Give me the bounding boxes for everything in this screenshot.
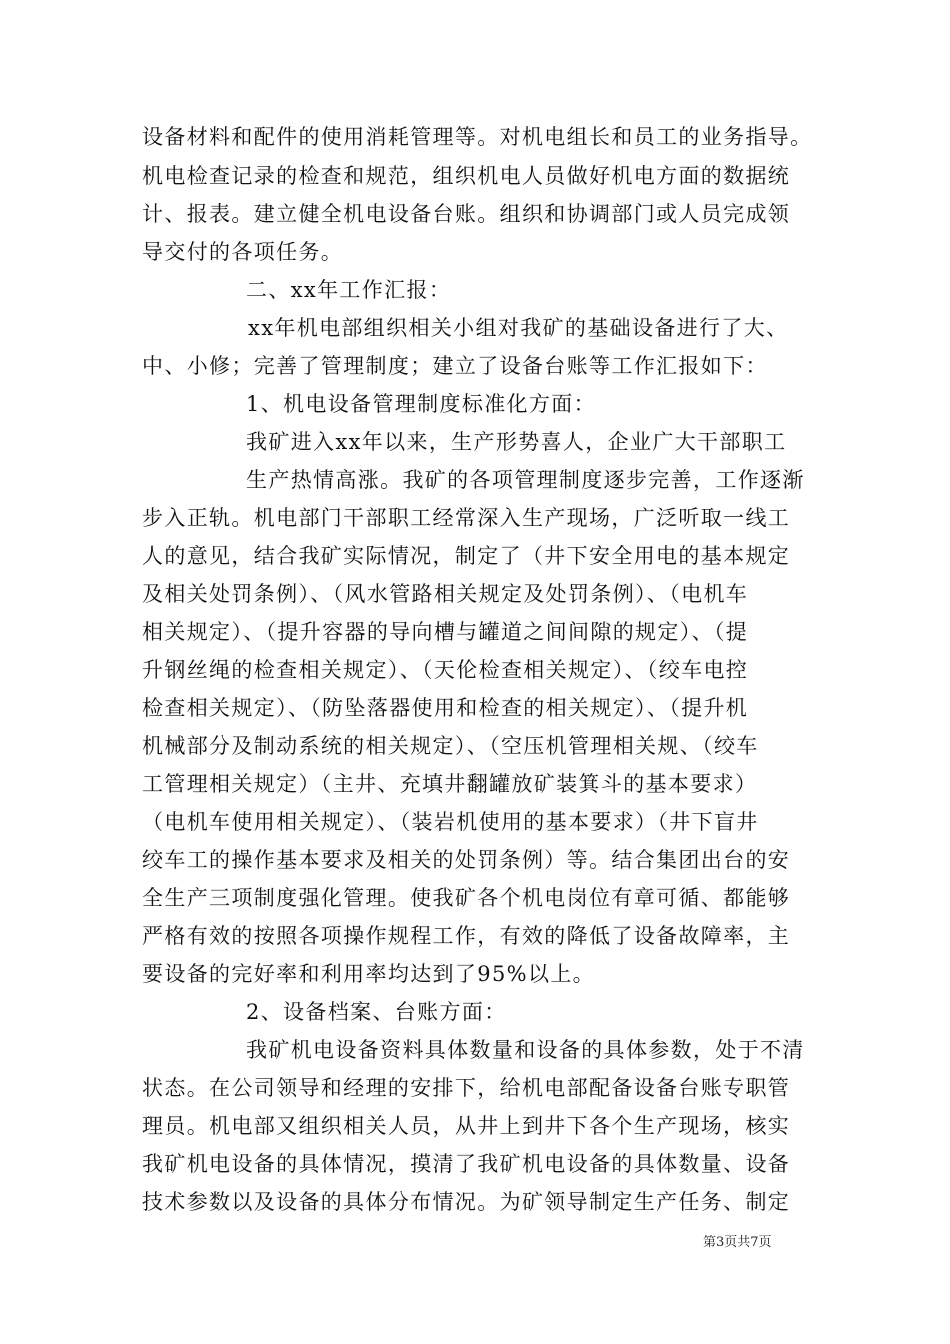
text-line: 状态。在公司领导和经理的安排下，给机电部配备设备台账专职管 — [142, 1076, 791, 1100]
text-line: 中、小修；完善了管理制度；建立了设备台账等工作汇报如下： — [142, 354, 768, 378]
text-line: 严格有效的按照各项操作规程工作，有效的降低了设备故障率，主 — [142, 924, 791, 948]
text-line: xx年机电部组织相关小组对我矿的基础设备进行了大、 — [248, 316, 789, 340]
text-line: 步入正轨。机电部门干部职工经常深入生产现场，广泛听取一线工 — [142, 506, 791, 530]
text-line: 及相关处罚条例）、（风水管路相关规定及处罚条例）、（电机车 — [142, 582, 749, 606]
text-line: 工管理相关规定）（主井、充填井翻罐放矿装箕斗的基本要求） — [142, 772, 758, 796]
text-line: 设备材料和配件的使用消耗管理等。对机电组长和员工的业务指导。 — [142, 125, 813, 149]
text-line: 机械部分及制动系统的相关规定）、（空压机管理相关规、（绞车 — [142, 734, 759, 758]
text-line: 相关规定）、（提升容器的导向槽与罐道之间间隙的规定）、（提 — [142, 620, 749, 644]
text-line: 我矿机电设备的具体情况，摸清了我矿机电设备的具体数量、设备 — [142, 1152, 791, 1176]
text-line: 生产热情高涨。我矿的各项管理制度逐步完善，工作逐渐 — [246, 468, 805, 492]
text-line: 绞车工的操作基本要求及相关的处罚条例）等。结合集团出台的安 — [142, 848, 791, 872]
text-line: 要设备的完好率和利用率均达到了95%以上。 — [142, 962, 596, 986]
text-line: 计、报表。建立健全机电设备台账。组织和协调部门或人员完成领 — [142, 202, 791, 226]
text-line: 升钢丝绳的检查相关规定）、（天伦检查相关规定）、（绞车电控 — [142, 658, 749, 682]
subsection-heading: 1、机电设备管理制度标准化方面： — [246, 392, 596, 416]
text-line: 我矿机电设备资料具体数量和设备的具体参数，处于不清 — [246, 1038, 805, 1062]
text-line: 我矿进入xx年以来，生产形势喜人，企业广大干部职工 — [246, 430, 787, 454]
text-line: 人的意见，结合我矿实际情况，制定了（井下安全用电的基本规定 — [142, 544, 791, 568]
text-line: 技术参数以及设备的具体分布情况。为矿领导制定生产任务、制定 — [142, 1190, 791, 1214]
text-line: 全生产三项制度强化管理。使我矿各个机电岗位有章可循、都能够 — [142, 886, 791, 910]
section-heading: 二、xx年工作汇报： — [246, 278, 452, 302]
text-line: 理员。机电部又组织相关人员，从井上到井下各个生产现场，核实 — [142, 1114, 791, 1138]
page-number-footer: 第3页共7页 — [703, 1235, 772, 1250]
text-line: 检查相关规定）、（防坠落器使用和检查的相关规定）、（提升机 — [142, 696, 749, 720]
text-line: 机电检查记录的检查和规范，组织机电人员做好机电方面的数据统 — [142, 164, 791, 188]
subsection-heading: 2、设备档案、台账方面： — [246, 1000, 507, 1024]
text-line: 导交付的各项任务。 — [142, 240, 344, 264]
text-line: （电机车使用相关规定）、（装岩机使用的基本要求）（井下盲井 — [142, 810, 759, 834]
